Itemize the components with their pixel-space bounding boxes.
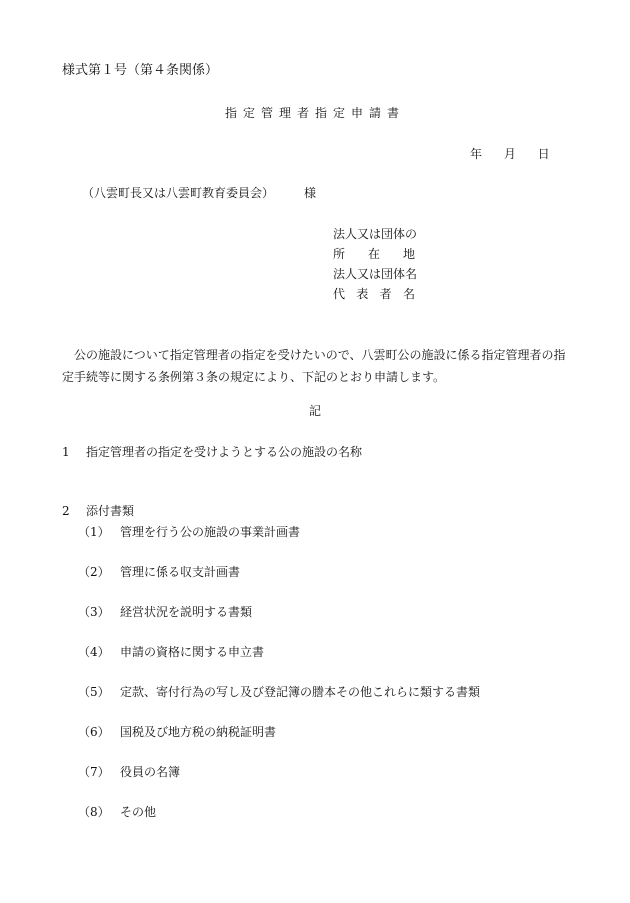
attachment-text: その他 bbox=[120, 805, 157, 819]
attachment-item bbox=[78, 604, 252, 620]
label-char: 所 bbox=[333, 247, 346, 261]
attachment-item bbox=[78, 804, 156, 820]
applicant-label-org-name: 法人又は団体名 bbox=[333, 267, 418, 281]
date-line: 年 月 日 bbox=[470, 147, 550, 161]
applicant-label-representative bbox=[333, 286, 415, 302]
attachment-item bbox=[78, 524, 300, 540]
item-attachments bbox=[62, 503, 134, 519]
attachment-text: 経営状況を説明する書類 bbox=[120, 605, 253, 619]
addressee-honorific: 様 bbox=[304, 186, 317, 200]
attachment-number: （1） bbox=[78, 525, 110, 539]
attachment-item bbox=[78, 684, 480, 700]
item-text: 添付書類 bbox=[86, 504, 135, 518]
attachment-item bbox=[78, 564, 240, 580]
attachment-item bbox=[78, 764, 180, 780]
attachment-number: （3） bbox=[78, 605, 110, 619]
document-title: 指定管理者指定申請書 bbox=[224, 106, 405, 120]
label-char: 者 bbox=[379, 287, 392, 301]
application-statement: 公の施設について指定管理者の指定を受けたいので、八雲町公の施設に係る指定管理者の指定手続等に関する条例第３条の規定により、下記のとおり申請します。 bbox=[62, 348, 566, 384]
attachment-number: （4） bbox=[78, 645, 110, 659]
label-char: 代 bbox=[333, 287, 346, 301]
attachment-text: 定款、寄付行為の写し及び登記簿の謄本その他これらに類する書類 bbox=[120, 685, 481, 699]
item-number: 2 bbox=[62, 504, 70, 518]
attachment-text: 国税及び地方税の納税証明書 bbox=[120, 725, 277, 739]
attachment-item bbox=[78, 644, 264, 660]
item-number: 1 bbox=[62, 445, 70, 459]
addressee bbox=[82, 185, 316, 201]
label-char: 名 bbox=[402, 287, 415, 301]
attachment-text: 管理を行う公の施設の事業計画書 bbox=[120, 525, 301, 539]
label-char: 在 bbox=[367, 247, 380, 261]
attachment-number: （8） bbox=[78, 805, 110, 819]
addressee-name: （八雲町長又は八雲町教育委員会） bbox=[82, 186, 275, 200]
label-char: 地 bbox=[402, 247, 415, 261]
ki-heading: 記 bbox=[308, 404, 321, 418]
attachment-number: （2） bbox=[78, 565, 110, 579]
item-text: 指定管理者の指定を受けようとする公の施設の名称 bbox=[86, 445, 363, 459]
applicant-label-address-1: 法人又は団体の bbox=[333, 227, 418, 241]
label-char: 表 bbox=[356, 287, 369, 301]
applicant-label-address-2 bbox=[333, 246, 415, 262]
item-facility-name bbox=[62, 444, 362, 460]
attachment-text: 申請の資格に関する申立書 bbox=[120, 645, 265, 659]
attachment-text: 管理に係る収支計画書 bbox=[120, 565, 241, 579]
attachment-number: （6） bbox=[78, 725, 110, 739]
attachment-number: （7） bbox=[78, 765, 110, 779]
attachment-number: （5） bbox=[78, 685, 110, 699]
attachment-text: 役員の名簿 bbox=[120, 765, 181, 779]
form-number: 様式第１号（第４条関係） bbox=[62, 63, 219, 78]
attachment-item bbox=[78, 724, 276, 740]
